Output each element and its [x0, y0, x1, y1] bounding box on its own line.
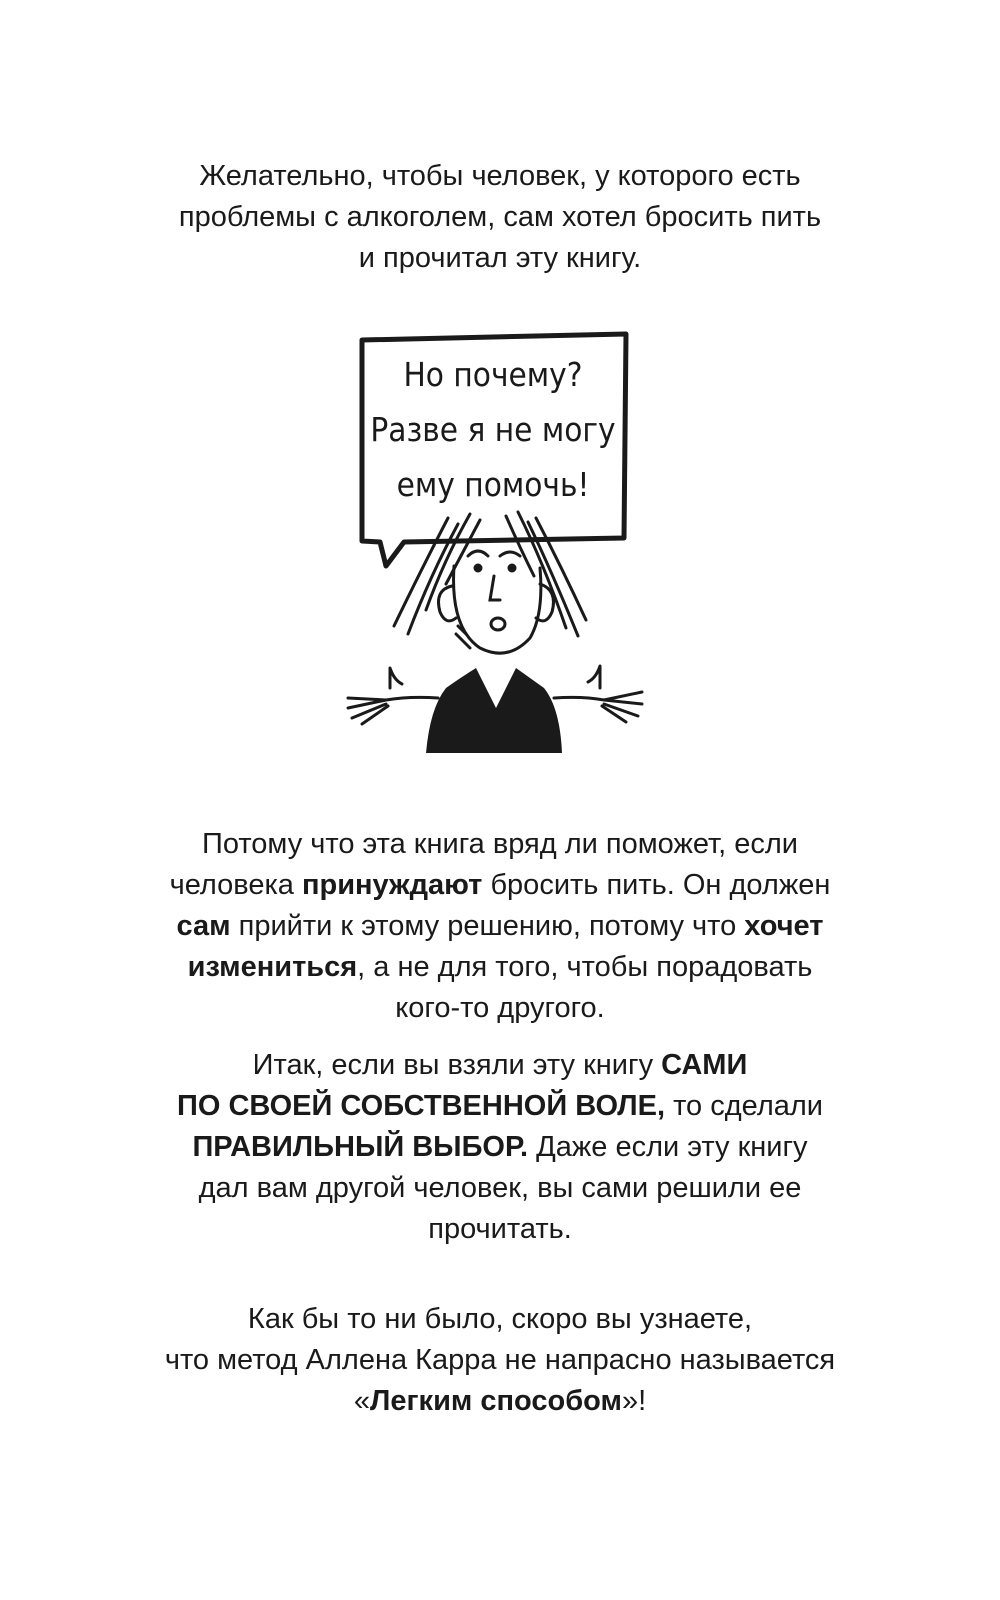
- intro-line-2: проблемы с алкоголем, сам хотел бросить пить: [178, 201, 822, 233]
- method-line-1: Как бы то ни было, скоро вы узнаете,: [247, 1303, 753, 1335]
- paragraph-choice: [0, 1045, 1000, 1250]
- emphasis-own-will: ПО СВОЕЙ СОБСТВЕННОЙ ВОЛЕ,: [177, 1090, 666, 1122]
- woman-shrugging-illustration: [330, 328, 660, 778]
- bubble-line-1: Но почему?: [403, 355, 583, 394]
- paragraph-method: [0, 1299, 1000, 1422]
- emphasis-self: сам: [176, 910, 231, 942]
- paragraph-reason: [0, 824, 1000, 1029]
- emphasis-forced: принуждают: [301, 869, 483, 901]
- reason-line-2-end: бросить пить. Он должен: [482, 869, 831, 901]
- choice-line-2-end: то сделали: [665, 1090, 823, 1122]
- choice-line-4: дал вам другой человек, вы сами решили ее: [198, 1172, 802, 1204]
- choice-line-3-end: Даже если эту книгу: [528, 1131, 808, 1163]
- emphasis-right-choice: ПРАВИЛЬНЫЙ ВЫБОР.: [192, 1131, 529, 1163]
- emphasis-wants: хочет: [744, 910, 824, 942]
- quote-open: «: [353, 1385, 370, 1417]
- paragraph-intro: [0, 156, 1000, 279]
- method-line-2: что метод Аллена Карра не напрасно называется: [164, 1344, 836, 1376]
- reason-line-2-start: человека: [169, 869, 302, 901]
- reason-line-4-end: , а не для того, чтобы порадовать: [357, 951, 813, 983]
- reason-line-3-middle: прийти к этому решению, потому что: [230, 910, 745, 942]
- intro-line-1: Желательно, чтобы человек, у которого есть: [199, 160, 801, 192]
- quote-close: »!: [621, 1385, 647, 1417]
- emphasis-change: измениться: [187, 951, 358, 983]
- torso-icon: [426, 668, 562, 753]
- emphasis-easy-way: Легким способом: [370, 1385, 622, 1417]
- emphasis-yourselves: САМИ: [661, 1049, 748, 1081]
- reason-line-5: кого-то другого.: [395, 992, 605, 1024]
- choice-line-5: прочитать.: [428, 1213, 572, 1245]
- choice-line-1-start: Итак, если вы взяли эту книгу: [252, 1049, 662, 1081]
- bubble-line-2: Разве я не могу: [370, 410, 616, 449]
- hair-icon: [394, 512, 586, 636]
- reason-line-1: Потому что эта книга вряд ли поможет, если: [202, 828, 798, 860]
- intro-line-3: и прочитал эту книгу.: [358, 242, 642, 274]
- bubble-line-3: ему помочь!: [396, 465, 590, 504]
